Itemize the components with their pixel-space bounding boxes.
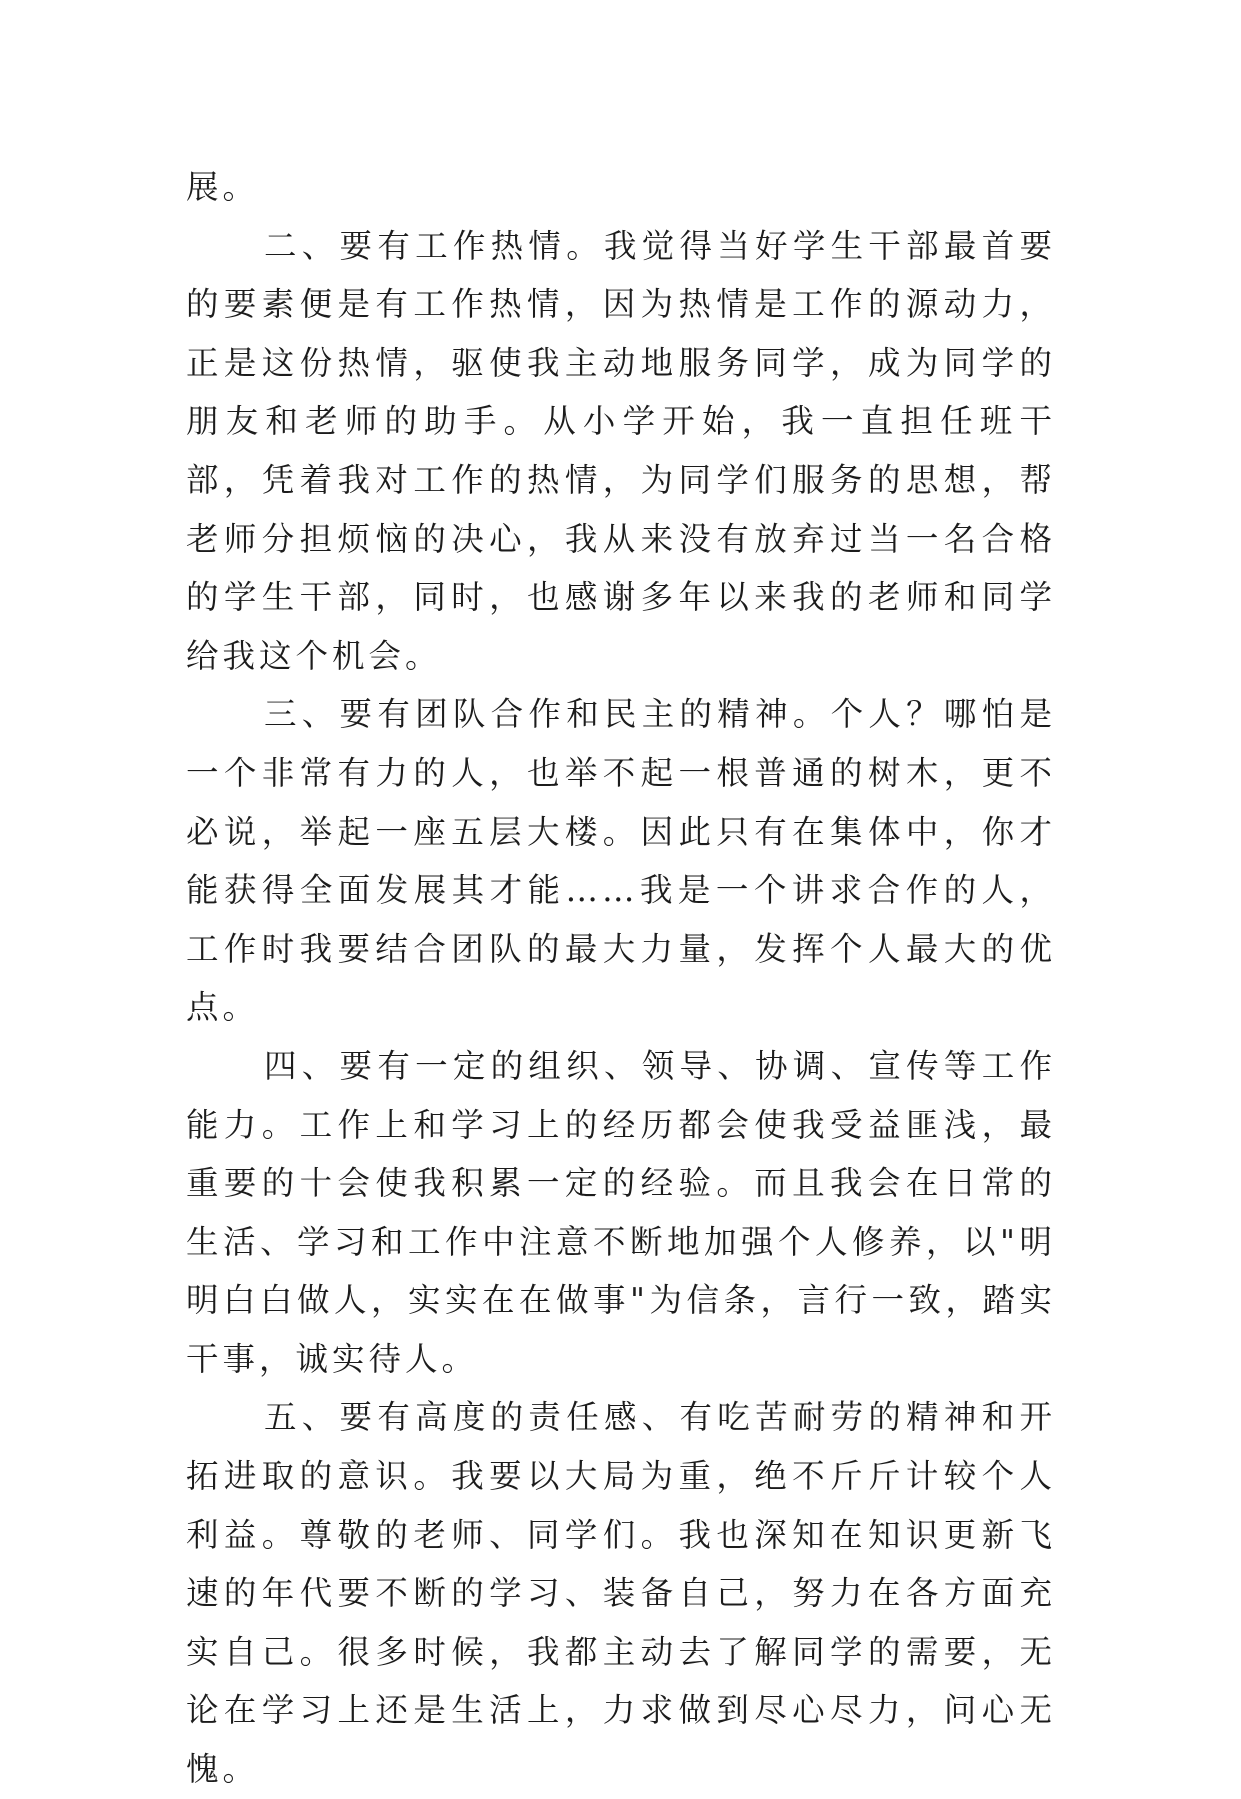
document-body <box>186 158 1056 1799</box>
paragraph-organization-ability: 四、要有一定的组织、领导、协调、宣传等工作能力。工作上和学习上的经历都会使我受益匪浅，最重要的十会使我积累一定的经验。而且我会在日常的生活、学习和工作中注意不断地加强个人修养，以"明明白白做人，实实在在做事"为信条，言行一致，踏实干事，诚实待人。 <box>186 1046 1056 1378</box>
paragraph-teamwork: 三、要有团队合作和民主的精神。个人？哪怕是一个非常有力的人，也举不起一根普通的树木，更不必说，举起一座五层大楼。因此只有在集体中，你才能获得全面发展其才能……我是一个讲求合作的人，工作时我要结合团队的最大力量，发挥个人最大的优点。 <box>186 695 1056 1027</box>
paragraph-responsibility: 五、要有高度的责任感、有吃苦耐劳的精神和开拓进取的意识。我要以大局为重，绝不斤斤计较个人利益。尊敬的老师、同学们。我也深知在知识更新飞速的年代要不断的学习、装备自己，努力在各方面充实自己。很多时候，我都主动去了解同学的需要，无论在学习上还是生活上，力求做到尽心尽力，问心无愧。 <box>186 1398 1056 1789</box>
paragraph-work-enthusiasm: 二、要有工作热情。我觉得当好学生干部最首要的要素便是有工作热情，因为热情是工作的源动力，正是这份热情，驱使我主动地服务同学，成为同学的朋友和老师的助手。从小学开始，我一直担任班干部，凭着我对工作的热情，为同学们服务的思想，帮老师分担烦恼的决心，我从来没有放弃过当一名合格的学生干部，同时，也感谢多年以来我的老师和同学给我这个机会。 <box>186 226 1056 675</box>
paragraph-continuation: 展。 <box>186 168 260 206</box>
